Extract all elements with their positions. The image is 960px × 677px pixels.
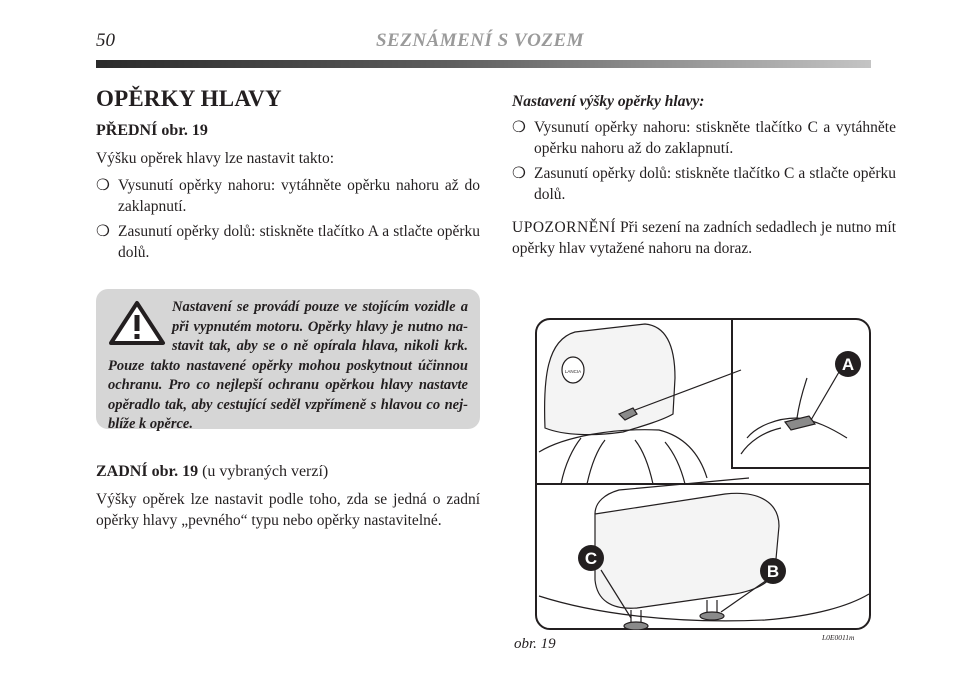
rear-heading-note: (u vybraných verzí) (202, 463, 329, 480)
height-bullets (512, 117, 896, 205)
label-a: A (841, 355, 855, 374)
lancia-logo-icon (562, 357, 584, 383)
bullet-icon: ❍ (96, 223, 110, 240)
list-item (512, 117, 896, 159)
running-head: SEZNÁMENÍ S VOZEM (375, 30, 585, 51)
left-column (96, 86, 480, 269)
rear-text: Výšky opěrek lze nastavit podle toho, zda se jedná o zadní opěrky hlavy „pevného“ typu nebo opěrky nastavitelné. (96, 491, 480, 529)
list-item-text: Zasunutí opěrky dolů: stiskněte tlačítko C a stlačte opěrku dolů. (534, 165, 896, 203)
bullet-icon: ❍ (512, 165, 526, 182)
list-item (512, 163, 896, 205)
rear-heading-label: ZADNÍ obr. 19 (96, 463, 199, 480)
height-heading: Nastavení výšky opěrky hlavy: (512, 93, 705, 110)
headrest-figure (535, 318, 871, 630)
header-rule (96, 60, 871, 68)
page-number: 50 (96, 30, 115, 51)
rear-section (96, 463, 480, 537)
logo-text: LANCIA (564, 369, 582, 374)
figure-code: L0E0011m (822, 633, 855, 642)
right-column (512, 93, 896, 265)
label-b: B (766, 562, 780, 581)
front-bullets (96, 175, 480, 263)
list-item-text: Vysunutí opěrky nahoru: stiskněte tlačítko C a vytáhněte opěrku nahoru až do zaklapnutí. (534, 119, 896, 157)
bullet-icon: ❍ (96, 177, 110, 194)
warning-box (96, 289, 480, 432)
list-item-text: Zasunutí opěrky dolů: stiskněte tlačítko A a stlačte opěrku dolů. (118, 223, 480, 261)
front-intro: Výšku opěrek hlavy lze nastavit takto: (96, 150, 335, 167)
warning-label: UPOZORNĚNÍ (512, 219, 617, 236)
list-item (96, 175, 480, 217)
list-item-text: Vysunutí opěrky nahoru: vytáhněte opěrku nahoru až do zaklapnutí. (118, 177, 480, 215)
warning-text: Nastavení se provádí pouze ve stojícím vozidle a při vypnutém motoru. Opěrky hlavy je nutno nastavit tak, aby se o ně opírala hlava, nikoli krk. Pouze takto nastavené opěrky mohou poskytnout účinnou ochranu. Pro co nejlepší ochranu opěrkou hlavy nastavte opěradlo tak, aby cestující seděl vzpřímeně s hlavou co nejblíže k opěrce. (108, 299, 468, 432)
section-title: OPĚRKY HLAVY (96, 86, 282, 111)
figure-caption: obr. 19 (514, 636, 556, 652)
warning-note-text: Při sezení na zadních sedadlech je nutno mít opěrky hlav vytažené nahoru na doraz. (512, 219, 896, 257)
bullet-icon: ❍ (512, 119, 526, 136)
label-c: C (584, 549, 598, 568)
list-item (96, 221, 480, 263)
warning-triangle-icon (108, 300, 166, 346)
rear-heading (96, 463, 480, 481)
front-heading: PŘEDNÍ obr. 19 (96, 122, 208, 139)
rear-warning-note (512, 217, 896, 259)
